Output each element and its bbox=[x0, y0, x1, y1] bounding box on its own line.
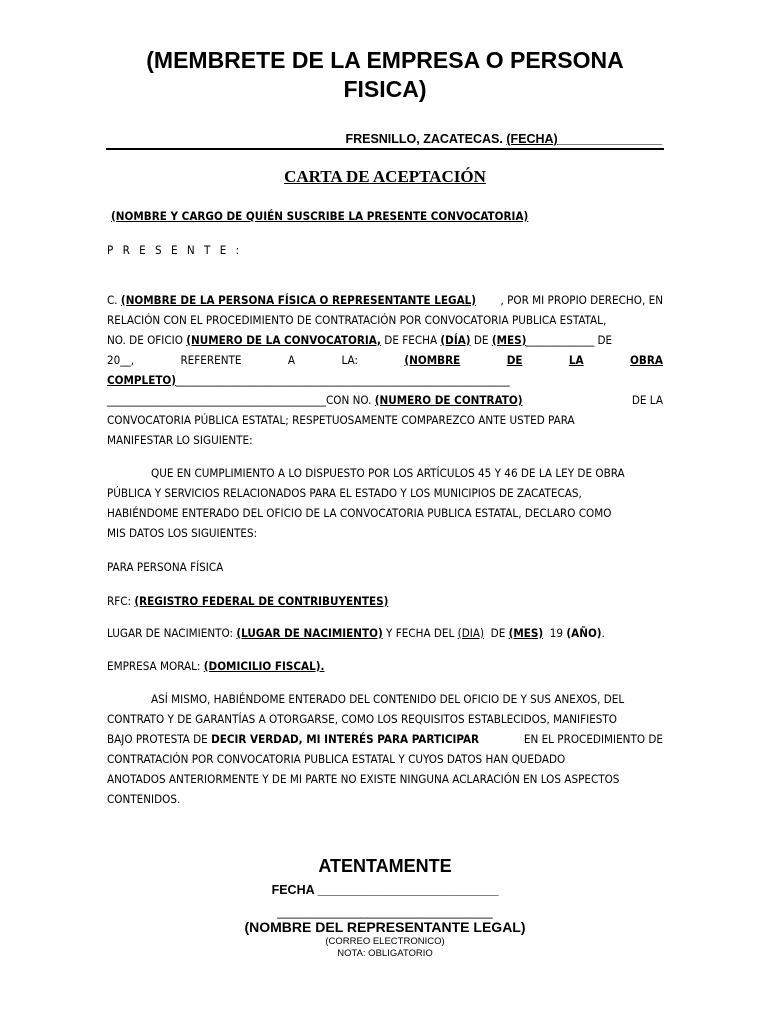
text-segment: Y FECHA DEL bbox=[382, 626, 458, 640]
text-segment: C. bbox=[107, 293, 121, 307]
document-title: CARTA DE ACEPTACIÓN bbox=[284, 167, 486, 186]
date-field: (FECHA) bbox=[506, 132, 558, 146]
text-segment: MIS DATOS LOS SIGUIENTES: bbox=[107, 526, 258, 540]
text-segment: A bbox=[287, 353, 296, 367]
text-segment: REFERENTE bbox=[180, 353, 242, 367]
paragraph-line bbox=[107, 463, 663, 483]
birth-line bbox=[107, 623, 663, 643]
paragraph-line bbox=[107, 729, 663, 749]
text-segment: , POR MI PROPIO DERECHO, EN bbox=[500, 293, 663, 307]
birth-year-field: (AÑO) bbox=[566, 626, 602, 640]
mandatory-note: NOTA: OBLIGATORIO bbox=[337, 948, 433, 959]
work-name-field: OBRA bbox=[630, 353, 663, 367]
paragraph-declarant bbox=[107, 290, 663, 450]
paragraph-line bbox=[107, 523, 663, 543]
text-segment: NO. DE OFICIO bbox=[107, 333, 187, 347]
text-segment: ANOTADOS ANTERIORMENTE Y DE MI PARTE NO EXISTE NINGUNA ACLARACIÓN EN LOS ASPECTOS bbox=[107, 772, 620, 786]
paragraph-line bbox=[107, 330, 663, 350]
text-segment: CONVOCATORIA PÚBLICA ESTATAL; RESPETUOSAMENTE COMPAREZCO ANTE USTED PARA bbox=[107, 413, 575, 427]
paragraph-line bbox=[107, 709, 663, 729]
rfc-field: (REGISTRO FEDERAL DE CONTRIBUYENTES) bbox=[134, 594, 389, 608]
text-segment: . bbox=[601, 626, 605, 640]
birthplace-field: (LUGAR DE NACIMIENTO) bbox=[236, 626, 383, 640]
signature-line: _______________________________ bbox=[277, 905, 493, 919]
birth-month-field: (MES) bbox=[508, 626, 544, 640]
paragraph-line bbox=[107, 689, 663, 709]
year-field: 20__, bbox=[107, 353, 135, 367]
legal-representative-name: (NOMBRE DEL REPRESENTANTE LEGAL) bbox=[244, 919, 526, 935]
paragraph-line bbox=[107, 290, 663, 310]
letterhead-line-2: FISICA) bbox=[343, 76, 427, 102]
addressee: (NOMBRE Y CARGO DE QUIÉN SUSCRIBE LA PRESENTE CONVOCATORIA) bbox=[111, 209, 529, 223]
email-field: (CORREO ELECTRONICO) bbox=[325, 936, 445, 947]
closing-salutation: ATENTAMENTE bbox=[318, 856, 452, 876]
text-segment: CONTRATO Y DE GARANTÍAS A OTORGARSE, COMO LOS REQUISITOS ESTABLECIDOS, MANIFIESTO bbox=[107, 712, 617, 726]
paragraph-legal-basis bbox=[107, 463, 663, 543]
text-segment: DE bbox=[470, 333, 492, 347]
paragraph-line bbox=[107, 430, 663, 450]
persona-type-label: PARA PERSONA FÍSICA bbox=[107, 560, 224, 574]
text-segment: MANIFESTAR LO SIGUIENTE: bbox=[107, 433, 253, 447]
paragraph-line bbox=[107, 503, 663, 523]
text-segment: ASÍ MISMO, HABIÉNDOME ENTERADO DEL CONTENIDO DEL OFICIO DE Y SUS ANEXOS, DEL bbox=[151, 692, 625, 706]
paragraph-declaration bbox=[107, 689, 663, 809]
salutation: P R E S E N T E : bbox=[107, 243, 243, 257]
convocatoria-number-field: (NUMERO DE LA CONVOCATORIA, bbox=[186, 333, 381, 347]
paragraph-line bbox=[107, 370, 663, 390]
paragraph-line bbox=[107, 483, 663, 503]
paragraph-line bbox=[107, 350, 663, 370]
day-field: (DÍA) bbox=[440, 333, 471, 347]
header-divider bbox=[106, 148, 664, 150]
text-segment: 19 bbox=[543, 626, 567, 640]
letterhead bbox=[106, 46, 664, 104]
paragraph-line bbox=[107, 749, 663, 769]
fiscal-address-field: (DOMICILIO FISCAL). bbox=[203, 659, 325, 673]
work-name-field: LA bbox=[568, 353, 584, 367]
signature-date-field: FECHA __________________________ bbox=[271, 883, 499, 897]
birthplace-label: LUGAR DE NACIMIENTO: bbox=[107, 626, 237, 640]
paragraph-line bbox=[107, 310, 663, 330]
text-segment: PÚBLICA Y SERVICIOS RELACIONADOS PARA EL ESTADO Y LOS MUNICIPIOS DE ZACATECAS, bbox=[107, 486, 582, 500]
text-segment: LA: bbox=[341, 353, 358, 367]
rfc-line bbox=[107, 591, 663, 611]
birth-day-field: (DIA) bbox=[457, 626, 485, 640]
month-field: (MES) bbox=[491, 333, 527, 347]
paragraph-line bbox=[107, 769, 663, 789]
company-label: EMPRESA MORAL: bbox=[107, 659, 204, 673]
blank-line: ________________________________________________________________ bbox=[176, 373, 510, 387]
rfc-label: RFC: bbox=[107, 594, 135, 608]
work-name-field: DE bbox=[506, 353, 523, 367]
date-blank: _______________ bbox=[557, 132, 662, 146]
legal-rep-field: (NOMBRE DE LA PERSONA FÍSICA O REPRESENTANTE LEGAL) bbox=[120, 293, 477, 307]
text-segment: HABIÉNDOME ENTERADO DEL OFICIO DE LA CONVOCATORIA PUBLICA ESTATAL, DECLARO COMO bbox=[107, 506, 612, 520]
text-segment: DE LA bbox=[628, 393, 663, 407]
company-line bbox=[107, 656, 663, 676]
text-segment: DE FECHA bbox=[380, 333, 441, 347]
place-date-line bbox=[345, 132, 662, 146]
work-name-field: COMPLETO) bbox=[107, 373, 177, 387]
text-segment: DE bbox=[484, 626, 509, 640]
text-segment: CONTENIDOS. bbox=[107, 792, 181, 806]
text-segment: __________________________________________CON NO. bbox=[107, 393, 375, 407]
work-name-field: (NOMBRE bbox=[404, 353, 461, 367]
emphasis-text: DECIR VERDAD, MI INTERÉS PARA PARTICIPAR bbox=[211, 732, 480, 746]
text-segment: EN EL PROCEDIMIENTO DE bbox=[520, 732, 663, 746]
paragraph-line bbox=[107, 390, 663, 410]
letterhead-line-1: (MEMBRETE DE LA EMPRESA O PERSONA bbox=[146, 47, 624, 73]
text-segment: _____________ DE bbox=[526, 333, 613, 347]
text-segment: BAJO PROTESTA DE bbox=[107, 732, 212, 746]
paragraph-line bbox=[107, 789, 663, 809]
text-segment: RELACIÓN CON EL PROCEDIMIENTO DE CONTRATACIÓN POR CONVOCATORIA PUBLICA ESTATAL, bbox=[107, 313, 607, 327]
place-text: FRESNILLO, ZACATECAS. bbox=[345, 132, 507, 146]
paragraph-line bbox=[107, 410, 663, 430]
contract-number-field: (NUMERO DE CONTRATO) bbox=[374, 393, 523, 407]
text-segment: QUE EN CUMPLIMIENTO A LO DISPUESTO POR LOS ARTÍCULOS 45 Y 46 DE LA LEY DE OBRA bbox=[151, 466, 625, 480]
text-segment: CONTRATACIÓN POR CONVOCATORIA PUBLICA ESTATAL Y CUYOS DATOS HAN QUEDADO bbox=[107, 752, 566, 766]
